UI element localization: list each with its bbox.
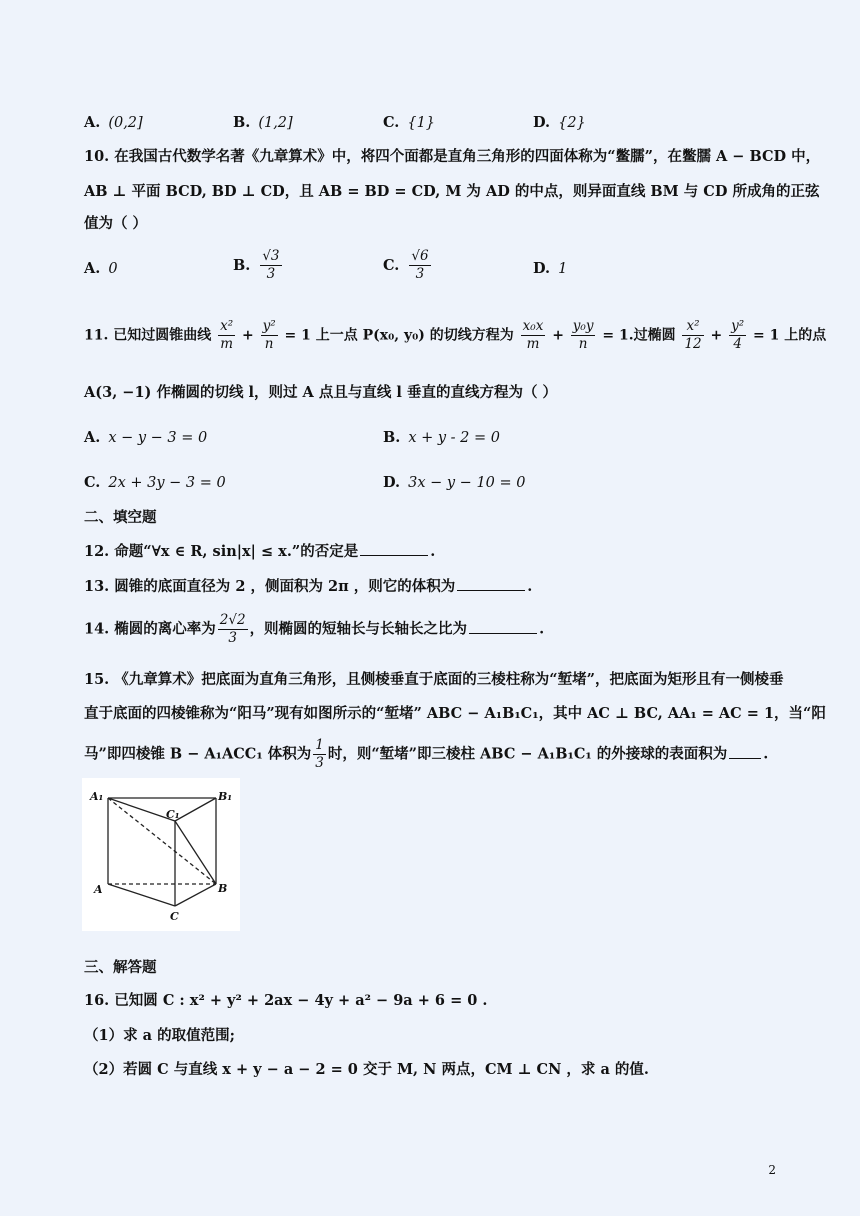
q11-text-2: +: [242, 327, 254, 344]
q10-line-2: AB ⊥ 平面 BCD, BD ⊥ CD，且 AB = BD = CD, M 为 AD 的中点，则异面直线 BM 与 CD 所成角的正弦: [84, 183, 820, 200]
fraction-denominator: 3: [315, 755, 324, 771]
q16-part-2: （2）若圆 C 与直线 x + y − a − 2 = 0 交于 M, N 两点，CM ⊥ CN ，求 a 的值.: [84, 1061, 649, 1078]
q14-text: 14. 椭圆的离心率为: [84, 620, 216, 638]
q15-text-before: 马”即四棱锥 B − A₁ACC₁ 体积为: [84, 745, 312, 763]
fraction-numerator: √6: [411, 248, 429, 264]
q15-line-1: 15. 《九章算术》把底面为直角三角形，且侧棱垂直于底面的三棱柱称为“堑堵”，把底面为矩形且有一侧棱垂: [84, 671, 784, 688]
q14: [84, 612, 544, 647]
answer-blank: [457, 576, 525, 591]
q11-text-6: +: [710, 327, 723, 344]
q10-line-3: 值为（ ）: [84, 215, 148, 232]
q14-end: .: [539, 620, 545, 638]
option-letter: B.: [233, 256, 251, 274]
q12: [84, 541, 435, 562]
prism-diagram: [82, 778, 240, 931]
fraction-numerator: y₀y: [572, 318, 594, 334]
option-text: {2}: [558, 115, 586, 131]
q9-option-a: [84, 113, 143, 133]
fraction-denominator: n: [264, 336, 274, 352]
prism-figure: [82, 778, 240, 931]
fraction-numerator: x₀x: [522, 318, 544, 334]
label-c1: C₁: [166, 808, 180, 821]
option-letter: A.: [84, 429, 101, 446]
option-text: x − y − 3 = 0: [108, 430, 208, 446]
q15-end: .: [763, 745, 769, 763]
q12-text: 12. 命题“∀x ∈ R, sin|x| ≤ x.”的否定是: [84, 543, 359, 560]
q15-text-after: 时，则“堑堵”即三棱柱 ABC − A₁B₁C₁ 的外接球的表面积为: [327, 745, 728, 763]
fraction-numerator: x²: [682, 318, 703, 336]
option-letter: D.: [383, 474, 401, 491]
fraction-numerator: y²: [262, 318, 276, 334]
option-letter: B.: [383, 429, 401, 446]
option-text: 2x + 3y − 3 = 0: [108, 475, 226, 491]
fraction-denominator: m: [526, 336, 540, 352]
answer-blank: [360, 541, 428, 556]
fraction-numerator: x²: [220, 318, 234, 334]
label-a: A: [94, 883, 103, 896]
option-letter: B.: [233, 114, 251, 131]
option-letter: C.: [84, 474, 101, 491]
option-letter: D.: [533, 260, 551, 277]
q15-line-2: 直于底面的四棱锥称为“阳马”现有如图所示的“堑堵” ABC − A₁B₁C₁，其中 AC ⊥ BC, AA₁ = AC = 1，当“阳: [84, 705, 826, 722]
q10-option-d: [533, 259, 567, 279]
fraction-denominator: 3: [415, 266, 425, 282]
q10-option-a: [84, 259, 118, 279]
q11-line-1: [84, 318, 826, 353]
fraction: [313, 737, 326, 772]
q11-text-7: = 1 上的点: [753, 327, 827, 344]
q11-text-4: +: [552, 327, 564, 344]
q11-option-d: [383, 473, 525, 493]
option-letter: A.: [84, 260, 101, 277]
option-letter: D.: [533, 114, 551, 131]
label-b1: B₁: [218, 790, 233, 803]
fraction: [729, 318, 746, 353]
option-text: (0,2]: [108, 115, 143, 131]
fraction-numerator: 1: [315, 737, 324, 753]
fraction: [260, 248, 281, 283]
fraction: [261, 318, 278, 353]
fraction: [409, 248, 430, 283]
q13-text: 13. 圆锥的底面直径为 2 ，侧面积为 2π ，则它的体积为: [84, 578, 456, 595]
option-text: 0: [108, 261, 118, 277]
edge-c-b: [175, 884, 216, 906]
fraction-denominator: n: [578, 336, 588, 352]
q10-option-c: [383, 248, 433, 283]
q11-text-5: = 1.过椭圆: [602, 327, 676, 344]
option-text: 3x − y − 10 = 0: [408, 475, 526, 491]
q10-option-b: [233, 248, 284, 283]
option-letter: C.: [383, 256, 400, 274]
answer-blank: [469, 619, 537, 634]
option-text: (1,2]: [258, 115, 293, 131]
edge-a1-b-hidden: [108, 798, 216, 884]
fraction-numerator: √3: [262, 248, 280, 264]
q11-option-b: [383, 428, 500, 448]
q9-option-d: [533, 113, 586, 133]
section-heading-fill-in: 二、填空题: [84, 509, 157, 526]
label-a1: A₁: [90, 790, 104, 803]
fraction: [682, 318, 703, 353]
fraction-denominator: 3: [228, 630, 237, 646]
fraction-denominator: 3: [266, 266, 276, 282]
option-text: {1}: [407, 115, 436, 131]
q11-text-3: = 1 上一点 P(x₀, y₀) 的切线方程为: [284, 327, 514, 344]
option-text: x + y - 2 = 0: [408, 430, 500, 446]
q9-option-c: [383, 113, 435, 133]
fraction-denominator: 12: [684, 336, 702, 352]
fraction-numerator: 2√2: [219, 612, 246, 628]
q16-line-1: 16. 已知圆 C : x² + y² + 2ax − 4y + a² − 9a + 6 = 0 .: [84, 992, 488, 1009]
label-c: C: [170, 910, 179, 923]
label-b: B: [218, 882, 228, 895]
q13-end: .: [527, 578, 533, 595]
edge-c1-b: [175, 821, 216, 884]
answer-blank: [729, 744, 761, 759]
q16-part-1: （1）求 a 的取值范围;: [84, 1027, 235, 1044]
fraction: [218, 318, 235, 353]
q15-line-3: [84, 737, 768, 772]
q11-option-a: [84, 428, 207, 448]
fraction: [521, 318, 546, 353]
edge-a-c: [108, 884, 175, 906]
page-number: 2: [768, 1163, 776, 1177]
option-text: 1: [558, 261, 568, 277]
q13: [84, 576, 532, 597]
q12-end: .: [430, 543, 436, 560]
fraction-numerator: y²: [731, 318, 745, 334]
fraction: [571, 318, 596, 353]
q9-option-b: [233, 113, 293, 133]
edge-c1-b1: [175, 798, 216, 821]
q11-line-2: A(3, −1) 作椭圆的切线 l，则过 A 点且与直线 l 垂直的直线方程为（ ）: [84, 384, 557, 401]
q11-text-1: 11. 已知过圆锥曲线: [84, 327, 212, 344]
fraction: [218, 612, 248, 647]
fraction-denominator: m: [220, 336, 234, 352]
edge-a1-c1: [108, 798, 175, 821]
section-heading-solutions: 三、解答题: [84, 959, 157, 976]
option-letter: A.: [84, 114, 101, 131]
q10-line-1: 10. 在我国古代数学名著《九章算术》中，将四个面都是直角三角形的四面体称为“鳖臑”，在鳖臑 A − BCD 中，: [84, 148, 821, 165]
q11-option-c: [84, 473, 226, 493]
q14-middle: ，则椭圆的短轴长与长轴长之比为: [249, 620, 468, 638]
fraction-denominator: 4: [733, 336, 742, 352]
option-letter: C.: [383, 114, 400, 131]
